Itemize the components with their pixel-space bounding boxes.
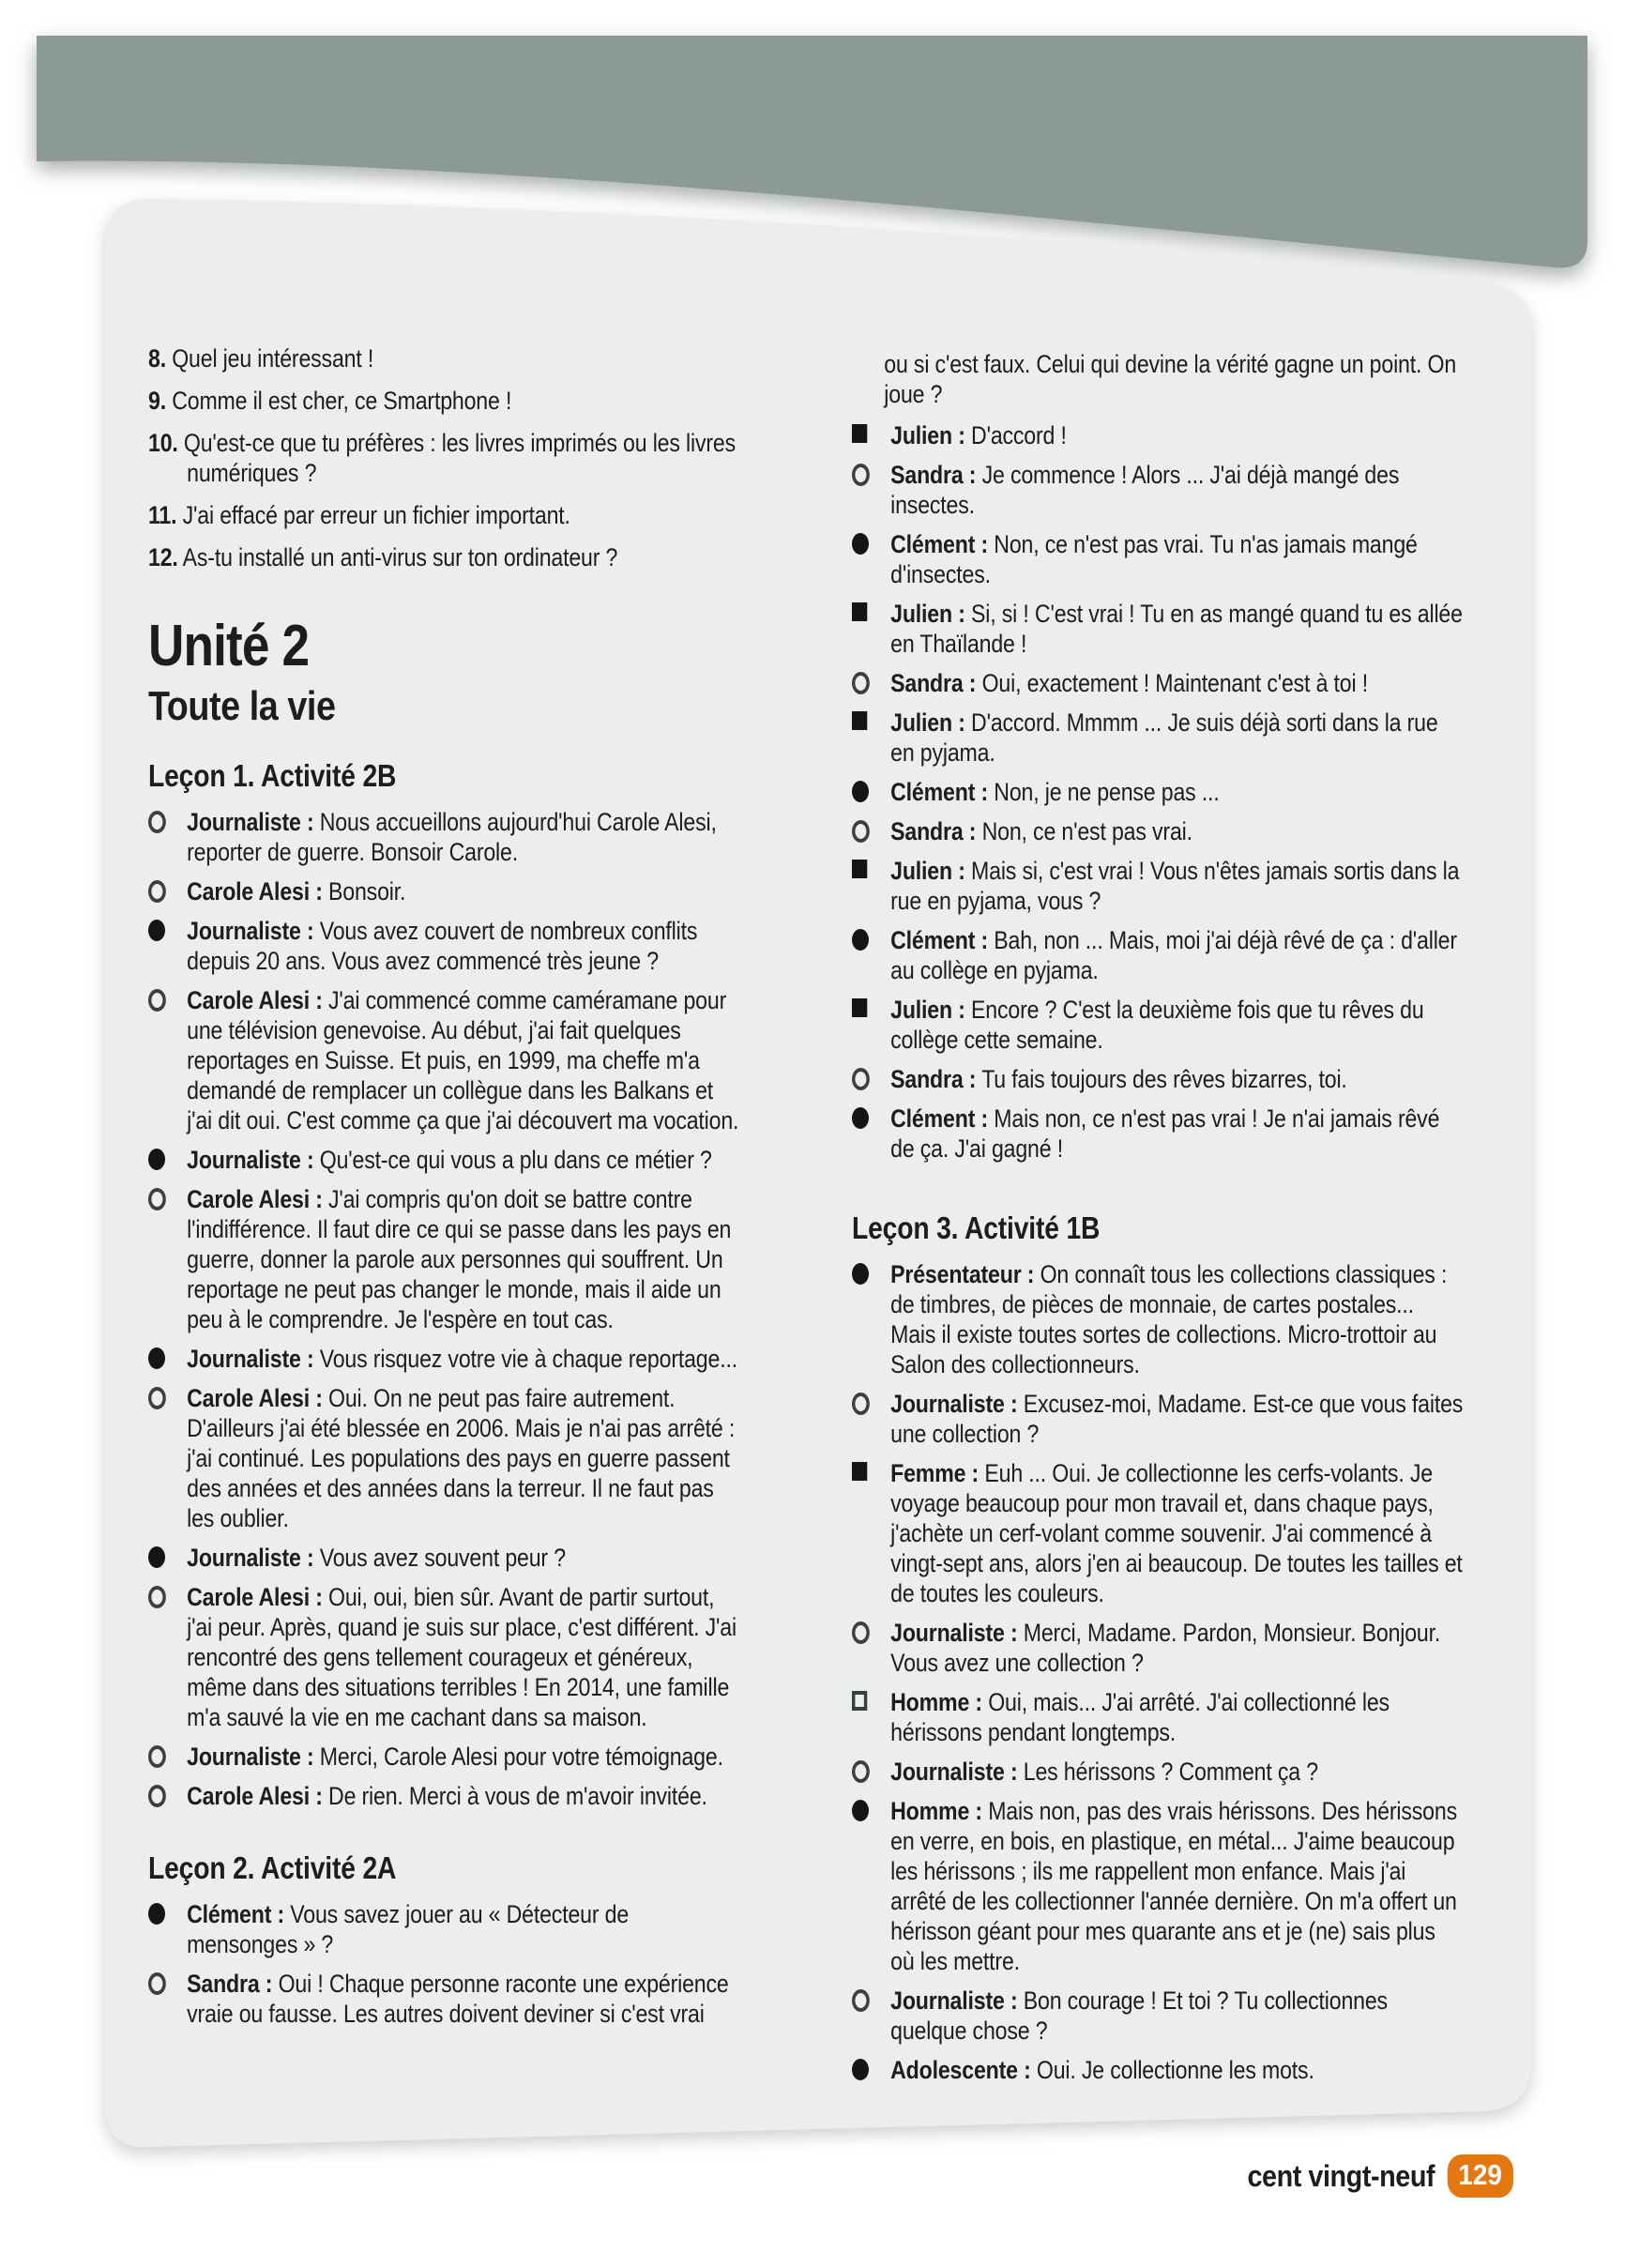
circle-open-bullet-icon: [148, 1785, 166, 1807]
lesson2-dialog-continued: [852, 420, 1463, 1164]
square-filled-bullet-icon: [852, 602, 867, 621]
speaker-name: Clément :: [890, 926, 989, 954]
dialog-text: Sandra : Tu fais toujours des rêves bizarres, toi.: [890, 1065, 1347, 1093]
marker-cell: [852, 1259, 890, 1285]
dialog-line: [148, 916, 743, 976]
circle-filled-bullet-icon: [852, 2059, 869, 2080]
dialog-text: Présentateur : On connaît tous les collections classiques : de timbres, de pièces de monnaie, de cartes postales... Mais il existe toutes sortes de collections. Micro-trottoir au Salon des collectionneurs.: [890, 1260, 1448, 1378]
dialog-line: [852, 668, 1463, 698]
page-number-words: cent vingt-neuf: [1247, 2158, 1435, 2193]
speaker-name: Clément :: [890, 778, 989, 806]
speaker-name: Carole Alesi :: [187, 986, 323, 1014]
dialog-text: Homme : Mais non, pas des vrais hérissons. Des hérissons en verre, en bois, en plastique, en métal... J'aime beaucoup les hérissons ; ils me rappellent mon enfance. Mais j'ai arrêté de les collectionner l'année dernière. On m'a offert un hérisson géant pour mes quarante ans et je (ne) sais plus où les mettre.: [890, 1797, 1457, 1975]
marker-cell: [148, 876, 187, 903]
sentence-number: 9.: [148, 387, 166, 415]
circle-open-bullet-icon: [852, 672, 870, 694]
circle-filled-bullet-icon: [852, 1107, 869, 1129]
sentence-number: 11.: [148, 501, 177, 529]
dialog-line: [852, 1687, 1463, 1747]
dialog-line: [852, 856, 1463, 916]
square-filled-bullet-icon: [852, 998, 867, 1017]
left-column: [148, 343, 743, 2038]
dialog-line: [148, 1582, 743, 1732]
dialog-line: [148, 1899, 743, 1959]
right-column: [852, 349, 1463, 2094]
marker-cell: [852, 599, 890, 621]
marker-cell: [852, 2055, 890, 2080]
marker-cell: [148, 807, 187, 833]
speaker-name: Carole Alesi :: [187, 1782, 323, 1810]
circle-filled-bullet-icon: [148, 1347, 165, 1369]
dialog-line: [852, 1064, 1463, 1094]
marker-cell: [148, 1899, 187, 1925]
marker-cell: [148, 1781, 187, 1807]
marker-cell: [852, 529, 890, 555]
marker-cell: [148, 1184, 187, 1210]
speaker-name: Julien :: [890, 421, 965, 449]
page-number-badge: 129: [1448, 2154, 1513, 2198]
speaker-name: Julien :: [890, 857, 965, 885]
marker-cell: [852, 708, 890, 730]
numbered-sentence: 8. Quel jeu intéressant !: [148, 344, 374, 373]
marker-cell: [852, 856, 890, 878]
marker-cell: [852, 460, 890, 486]
dialog-text: Journaliste : Nous accueillons aujourd'hui Carole Alesi, reporter de guerre. Bonsoir Carole.: [187, 808, 717, 866]
marker-cell: [148, 1742, 187, 1768]
dialog-line: [852, 995, 1463, 1055]
speaker-name: Journaliste :: [187, 1544, 314, 1572]
circle-open-bullet-icon: [148, 1188, 166, 1210]
circle-open-bullet-icon: [148, 989, 166, 1012]
speaker-name: Journaliste :: [187, 1345, 314, 1373]
dialog-line: [852, 1104, 1463, 1164]
numbered-sentence: 12. As-tu installé un anti-virus sur ton ordinateur ?: [148, 543, 618, 571]
dialog-text: Carole Alesi : De rien. Merci à vous de m'avoir invitée.: [187, 1782, 707, 1810]
speaker-name: Clément :: [890, 1104, 989, 1133]
dialog-text: Carole Alesi : J'ai commencé comme caméramane pour une télévision genevoise. Au début, j'ai fait quelques reportages en Suisse. Et puis, en 1999, ma cheffe m'a demandé de remplacer un collègue dans les Balkans et j'ai dit oui. C'est comme ça que j'ai découvert ma vocation.: [187, 986, 739, 1134]
numbered-sentence-list: [148, 343, 743, 572]
dialog-text: Sandra : Je commence ! Alors ... J'ai déjà mangé des insectes.: [890, 461, 1400, 519]
marker-cell: [852, 1687, 890, 1711]
circle-filled-bullet-icon: [852, 781, 869, 802]
dialog-text: Clément : Vous savez jouer au « Détecteur de mensonges » ?: [187, 1900, 630, 1958]
dialog-line: [852, 2055, 1463, 2085]
dialog-line: [852, 1458, 1463, 1608]
dialog-text: Clément : Non, je ne pense pas ...: [890, 778, 1220, 806]
marker-cell: [852, 1458, 890, 1481]
lesson1-title: Leçon 1. Activité 2B: [148, 758, 397, 793]
dialog-text: Julien : D'accord. Mmmm ... Je suis déjà sorti dans la rue en pyjama.: [890, 708, 1438, 767]
dialog-line: [852, 1389, 1463, 1449]
dialog-line: [852, 1259, 1463, 1379]
page-footer: [1248, 2154, 1513, 2198]
marker-cell: [148, 1582, 187, 1608]
marker-cell: [852, 925, 890, 951]
lesson1-dialog: [148, 807, 743, 1811]
speaker-name: Julien :: [890, 600, 965, 628]
dialog-text: Journaliste : Excusez-moi, Madame. Est-ce que vous faites une collection ?: [890, 1390, 1464, 1448]
marker-cell: [852, 420, 890, 443]
numbered-sentence: 11. J'ai effacé par erreur un fichier important.: [148, 501, 570, 529]
marker-cell: [852, 1796, 890, 1821]
sandra-continuation-text: ou si c'est faux. Celui qui devine la vérité gagne un point. On joue ?: [884, 350, 1457, 408]
dialog-text: Journaliste : Merci, Madame. Pardon, Monsieur. Bonjour. Vous avez une collection ?: [890, 1619, 1441, 1677]
dialog-text: Clément : Mais non, ce n'est pas vrai ! Je n'ai jamais rêvé de ça. J'ai gagné !: [890, 1104, 1440, 1163]
dialog-line: [852, 925, 1463, 985]
dialog-line: [148, 1344, 743, 1374]
marker-cell: [148, 1969, 187, 1995]
circle-open-bullet-icon: [852, 1068, 870, 1090]
dialog-line: [148, 1969, 743, 2029]
dialog-line: [148, 876, 743, 906]
speaker-name: Journaliste :: [187, 917, 314, 945]
circle-filled-bullet-icon: [852, 1263, 869, 1285]
circle-filled-bullet-icon: [148, 920, 165, 941]
dialog-line: [852, 1796, 1463, 1976]
circle-filled-bullet-icon: [852, 929, 869, 951]
dialog-text: Journaliste : Qu'est-ce qui vous a plu dans ce métier ?: [187, 1146, 712, 1174]
sentence-number: 10.: [148, 429, 178, 457]
lesson3-dialog: [852, 1259, 1463, 2085]
marker-cell: [852, 816, 890, 843]
dialog-text: Julien : Encore ? C'est la deuxième fois que tu rêves du collège cette semaine.: [890, 996, 1424, 1054]
unit-subtitle: Toute la vie: [148, 683, 336, 729]
dialog-text: Journaliste : Vous avez souvent peur ?: [187, 1544, 566, 1572]
lesson1-section: [148, 758, 743, 1811]
marker-cell: [852, 1389, 890, 1415]
dialog-text: Journaliste : Les hérissons ? Comment ça ?: [890, 1758, 1318, 1786]
dialog-line: [852, 460, 1463, 520]
circle-filled-bullet-icon: [148, 1546, 165, 1568]
square-filled-bullet-icon: [852, 711, 867, 730]
marker-cell: [852, 1064, 890, 1090]
speaker-name: Journaliste :: [890, 1986, 1018, 2015]
circle-open-bullet-icon: [852, 1760, 870, 1783]
numbered-sentence: 9. Comme il est cher, ce Smartphone !: [148, 387, 512, 415]
dialog-text: Journaliste : Bon courage ! Et toi ? Tu collectionnes quelque chose ?: [890, 1986, 1388, 2045]
dialog-line: [148, 985, 743, 1135]
dialog-line: [852, 529, 1463, 589]
speaker-name: Sandra :: [890, 1065, 977, 1093]
dialog-text: Clément : Non, ce n'est pas vrai. Tu n'as jamais mangé d'insectes.: [890, 530, 1418, 588]
circle-filled-bullet-icon: [852, 1800, 869, 1821]
speaker-name: Adolescente :: [890, 2056, 1031, 2084]
sentence-number: 8.: [148, 344, 166, 373]
square-filled-bullet-icon: [852, 424, 867, 443]
circle-filled-bullet-icon: [852, 533, 869, 555]
dialog-text: Journaliste : Vous risquez votre vie à chaque reportage...: [187, 1345, 737, 1373]
dialog-line: [852, 816, 1463, 846]
circle-open-bullet-icon: [148, 1745, 166, 1768]
square-filled-bullet-icon: [852, 1462, 867, 1481]
circle-open-bullet-icon: [852, 1621, 870, 1644]
circle-open-bullet-icon: [852, 464, 870, 486]
marker-cell: [148, 1145, 187, 1170]
marker-cell: [852, 1757, 890, 1783]
square-filled-bullet-icon: [852, 860, 867, 878]
dialog-text: Carole Alesi : Bonsoir.: [187, 877, 406, 906]
lesson2-dialog: [148, 1899, 743, 2029]
circle-open-bullet-icon: [148, 1586, 166, 1608]
lesson2-section: [148, 1850, 743, 2029]
speaker-name: Journaliste :: [890, 1390, 1018, 1418]
circle-open-bullet-icon: [148, 1972, 166, 1995]
marker-cell: [148, 985, 187, 1012]
speaker-name: Carole Alesi :: [187, 1185, 323, 1213]
dialog-text: Julien : Mais si, c'est vrai ! Vous n'êtes jamais sortis dans la rue en pyjama, vous ?: [890, 857, 1460, 915]
lesson3-title: Leçon 3. Activité 1B: [852, 1210, 1101, 1245]
dialog-text: Julien : D'accord !: [890, 421, 1067, 449]
dialog-text: Homme : Oui, mais... J'ai arrêté. J'ai collectionné les hérissons pendant longtemps.: [890, 1688, 1390, 1746]
speaker-name: Journaliste :: [890, 1619, 1018, 1647]
dialog-text: Sandra : Oui ! Chaque personne raconte une expérience vraie ou fausse. Les autres doivent deviner si c'est vrai: [187, 1970, 729, 2028]
speaker-name: Journaliste :: [890, 1758, 1018, 1786]
marker-cell: [852, 1986, 890, 2012]
dialog-text: Adolescente : Oui. Je collectionne les mots.: [890, 2056, 1314, 2084]
speaker-name: Clément :: [890, 530, 989, 558]
speaker-name: Journaliste :: [187, 808, 314, 836]
marker-cell: [852, 668, 890, 694]
circle-open-bullet-icon: [852, 1989, 870, 2012]
dialog-line: [148, 1781, 743, 1811]
circle-open-bullet-icon: [852, 820, 870, 843]
marker-cell: [148, 1543, 187, 1568]
marker-cell: [148, 1344, 187, 1369]
dialog-text: Femme : Euh ... Oui. Je collectionne les cerfs-volants. Je voyage beaucoup pour mon travail et, dans chaque pays, j'achète un cerf-volant comme souvenir. J'ai commencé à vingt-sept ans, alors j'en ai beaucoup. De toutes les tailles et de toutes les couleurs.: [890, 1459, 1463, 1607]
numbered-sentence: 10. Qu'est-ce que tu préfères : les livres imprimés ou les livres numériques ?: [148, 429, 736, 487]
speaker-name: Julien :: [890, 708, 965, 737]
circle-open-bullet-icon: [148, 1387, 166, 1409]
dialog-text: Clément : Bah, non ... Mais, moi j'ai déjà rêvé de ça : d'aller au collège en pyjama.: [890, 926, 1457, 984]
speaker-name: Sandra :: [890, 669, 977, 697]
speaker-name: Homme :: [890, 1797, 982, 1825]
lesson2-title: Leçon 2. Activité 2A: [148, 1850, 397, 1885]
speaker-name: Sandra :: [187, 1970, 273, 1998]
speaker-name: Présentateur :: [890, 1260, 1035, 1288]
unit-title: Unité 2: [148, 614, 310, 678]
speaker-name: Journaliste :: [187, 1743, 314, 1771]
dialog-text: Carole Alesi : Oui, oui, bien sûr. Avant de partir surtout, j'ai peur. Après, quand je suis sur place, c'est différent. J'ai rencontré des gens tellement courageux et généreux, même dans des situations terribles ! En 2014, une famille m'a sauvé la vie en me cachant dans sa maison.: [187, 1583, 737, 1731]
dialog-line: [148, 1383, 743, 1533]
lesson3-section: [852, 1210, 1463, 2085]
dialog-line: [148, 1145, 743, 1175]
dialog-text: Julien : Si, si ! C'est vrai ! Tu en as mangé quand tu es allée en Thaïlande !: [890, 600, 1463, 658]
marker-cell: [852, 1618, 890, 1644]
circle-open-bullet-icon: [148, 880, 166, 903]
speaker-name: Sandra :: [890, 461, 977, 489]
dialog-line: [852, 1757, 1463, 1787]
dialog-text: Journaliste : Vous avez couvert de nombreux conflits depuis 20 ans. Vous avez commencé très jeune ?: [187, 917, 698, 975]
marker-cell: [148, 916, 187, 941]
speaker-name: Sandra :: [890, 817, 977, 845]
dialog-text: Sandra : Oui, exactement ! Maintenant c'est à toi !: [890, 669, 1368, 697]
marker-cell: [148, 1383, 187, 1409]
dialog-line: [852, 777, 1463, 807]
speaker-name: Homme :: [890, 1688, 982, 1716]
dialog-text: Carole Alesi : J'ai compris qu'on doit se battre contre l'indifférence. Il faut dire ce qui se passe dans les pays en guerre, donner la parole aux personnes qui souffrent. Un reportage ne peut pas changer le monde, mais il aide un peu à le comprendre. Je l'espère en tout cas.: [187, 1185, 732, 1333]
circle-open-bullet-icon: [852, 1393, 870, 1415]
circle-filled-bullet-icon: [148, 1149, 165, 1170]
dialog-text: Carole Alesi : Oui. On ne peut pas faire autrement. D'ailleurs j'ai été blessée en 2006. Mais je n'ai pas arrêté : j'ai continué. Les populations des pays en guerre passent des années et des années dans la terreur. Il ne faut pas les oublier.: [187, 1384, 736, 1532]
speaker-name: Carole Alesi :: [187, 1583, 323, 1611]
dialog-line: [852, 1986, 1463, 2046]
dialog-line: [148, 1184, 743, 1334]
dialog-text: Sandra : Non, ce n'est pas vrai.: [890, 817, 1192, 845]
circle-filled-bullet-icon: [148, 1903, 165, 1925]
dialog-line: [852, 1618, 1463, 1678]
speaker-name: Julien :: [890, 996, 965, 1024]
speaker-name: Carole Alesi :: [187, 1384, 323, 1412]
square-open-bullet-icon: [852, 1691, 867, 1711]
speaker-name: Journaliste :: [187, 1146, 314, 1174]
dialog-text: Journaliste : Merci, Carole Alesi pour votre témoignage.: [187, 1743, 723, 1771]
dialog-line: [148, 1543, 743, 1573]
dialog-line: [852, 599, 1463, 659]
dialog-line: [148, 1742, 743, 1772]
speaker-name: Carole Alesi :: [187, 877, 323, 906]
dialog-line: [148, 807, 743, 867]
circle-open-bullet-icon: [148, 811, 166, 833]
dialog-line: [852, 708, 1463, 768]
dialog-line: [852, 420, 1463, 450]
marker-cell: [852, 995, 890, 1017]
speaker-name: Clément :: [187, 1900, 285, 1928]
marker-cell: [852, 777, 890, 802]
marker-cell: [852, 1104, 890, 1129]
speaker-name: Femme :: [890, 1459, 980, 1487]
sentence-number: 12.: [148, 543, 178, 571]
